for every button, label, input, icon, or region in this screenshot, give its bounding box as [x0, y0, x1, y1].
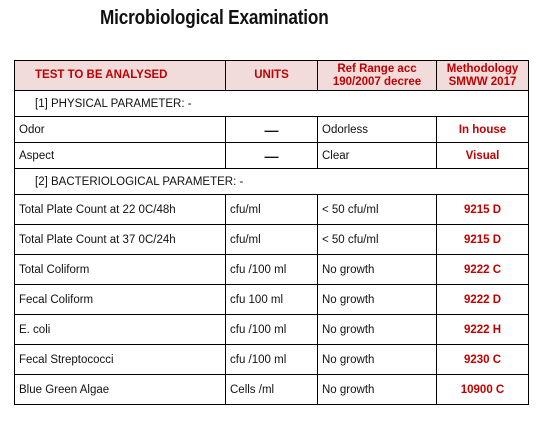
test-name: E. coli [15, 315, 226, 345]
header-meth-line2: SMWW 2017 [448, 75, 517, 88]
test-units: Cells /ml [226, 375, 318, 405]
test-units: cfu /100 ml [226, 255, 318, 285]
test-name: Fecal Streptococci [15, 345, 226, 375]
table-row [15, 195, 529, 225]
test-method: 10900 C [437, 375, 529, 405]
test-units: — [226, 117, 318, 143]
test-name: Odor [15, 117, 226, 143]
test-ref-range: Clear [318, 143, 437, 169]
test-units: cfu/ml [226, 225, 318, 255]
test-name: Total Plate Count at 22 0C/48h [15, 195, 226, 225]
test-method: In house [437, 117, 529, 143]
test-ref-range: No growth [318, 255, 437, 285]
test-ref-range: < 50 cfu/ml [318, 225, 437, 255]
section-row-bacteriological [15, 169, 529, 195]
test-units: cfu /100 ml [226, 315, 318, 345]
test-ref-range: No growth [318, 285, 437, 315]
test-ref-range: No growth [318, 315, 437, 345]
table-row [15, 345, 529, 375]
test-ref-range: < 50 cfu/ml [318, 195, 437, 225]
test-units: cfu 100 ml [226, 285, 318, 315]
table-row [15, 225, 529, 255]
test-method: Visual [437, 143, 529, 169]
test-method: 9222 D [437, 285, 529, 315]
header-ref-line2: 190/2007 decree [332, 75, 422, 88]
test-method: 9230 C [437, 345, 529, 375]
table-row [15, 375, 529, 405]
test-name: Blue Green Algae [15, 375, 226, 405]
section-label: [2] BACTERIOLOGICAL PARAMETER: - [15, 169, 529, 195]
test-name: Aspect [15, 143, 226, 169]
test-method: 9215 D [437, 225, 529, 255]
header-units: UNITS [226, 61, 318, 91]
test-method: 9222 C [437, 255, 529, 285]
test-method: 9215 D [437, 195, 529, 225]
table-row [15, 143, 529, 169]
test-units: cfu /100 ml [226, 345, 318, 375]
header-ref-range [318, 61, 437, 91]
header-meth-line1: Methodology [446, 62, 519, 75]
test-name: Fecal Coliform [15, 285, 226, 315]
table-header-row [15, 61, 529, 91]
section-row-physical [15, 91, 529, 117]
header-ref-line1: Ref Range acc [337, 62, 417, 75]
test-name: Total Plate Count at 37 0C/24h [15, 225, 226, 255]
table-row [15, 255, 529, 285]
section-label: [1] PHYSICAL PARAMETER: - [15, 91, 529, 117]
test-method: 9222 H [437, 315, 529, 345]
page-title: Microbiological Examination [100, 7, 329, 29]
results-table [14, 60, 529, 405]
test-ref-range: Odorless [318, 117, 437, 143]
test-units: — [226, 143, 318, 169]
header-methodology [437, 61, 529, 91]
table-row [15, 315, 529, 345]
test-name: Total Coliform [15, 255, 226, 285]
test-ref-range: No growth [318, 375, 437, 405]
test-units: cfu/ml [226, 195, 318, 225]
table-row [15, 285, 529, 315]
test-ref-range: No growth [318, 345, 437, 375]
table-row [15, 117, 529, 143]
header-test: TEST TO BE ANALYSED [15, 61, 226, 91]
